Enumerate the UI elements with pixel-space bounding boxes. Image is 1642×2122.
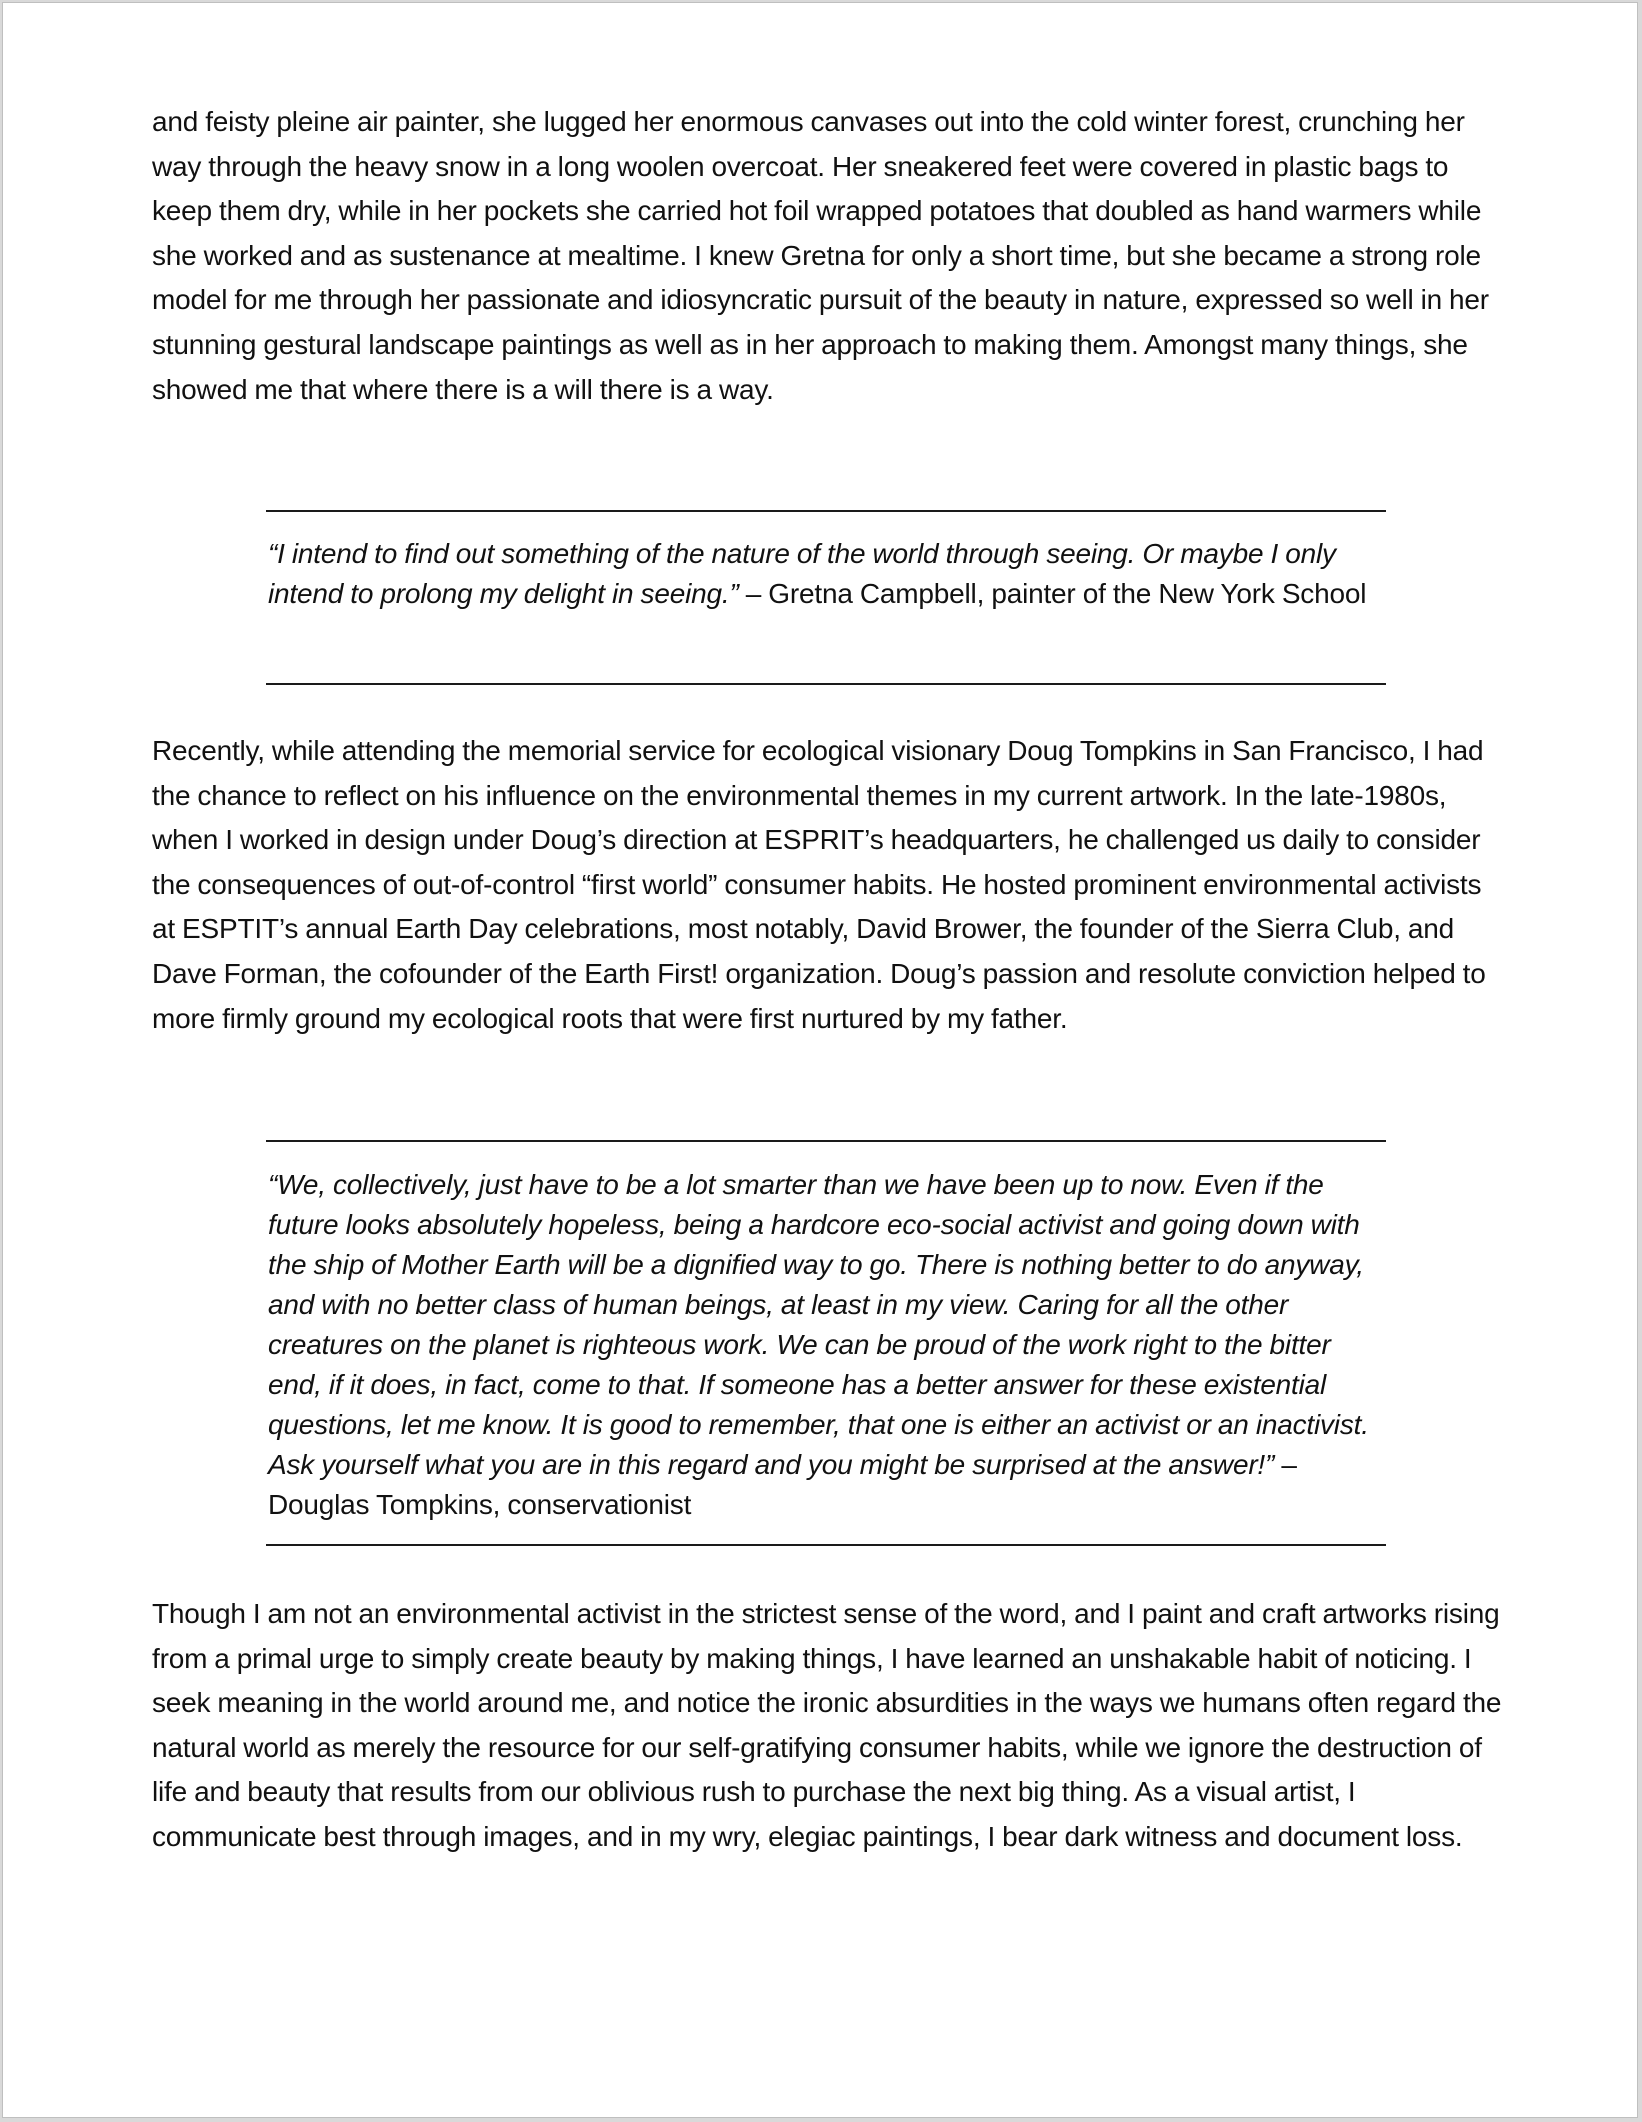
pull-quote-douglas-tompkins (266, 1140, 1386, 1546)
quote-italic-text: “We, collectively, just have to be a lot smarter than we have been up to now. Even if the future looks absolutely hopeless, being a hardcore eco-social activist and going down with the ship of Mother Earth will be a dignified way to go. There is nothing better to do anyway, and with no better class of human beings, at least in my view. Caring for all the other creatures on the planet is righteous work. We can be proud of the work right to the bitter end, if it does, in fact, come to that. If someone has a better answer for these existential questions, let me know. It is good to remember, that one is either an activist or an inactivist. Ask yourself what you are in this regard and you might be surprised at the answer!” (268, 1169, 1369, 1480)
quote-body (266, 1142, 1386, 1525)
document-page (2, 2, 1638, 2118)
body-paragraph-noticing: Though I am not an environmental activist in the strictest sense of the word, and I paint and craft artworks rising from a primal urge to simply create beauty by making things, I have learned an unshakable habit of noticing. I seek meaning in the world around me, and notice the ironic absurdities in the ways we humans often regard the natural world as merely the resource for our self-gratifying consumer habits, while we ignore the destruction of life and beauty that results from our oblivious rush to purchase the next big thing. As a visual artist, I communicate best through images, and in my wry, elegiac paintings, I bear dark witness and document loss. (152, 1598, 1502, 1852)
pull-quote-gretna-campbell (266, 510, 1386, 685)
body-paragraph-gretna: and feisty pleine air painter, she lugged her enormous canvases out into the cold winter forest, crunching her way through the heavy snow in a long woolen overcoat. Her sneakered feet were covered in plastic bags to keep them dry, while in her pockets she carried hot foil wrapped potatoes that doubled as hand warmers while she worked and as sustenance at mealtime. I knew Gretna for only a short time, but she became a strong role model for me through her passionate and idiosyncratic pursuit of the beauty in nature, expressed so well in her stunning gestural landscape paintings as well as in her approach to making them. Amongst many things, she showed me that where there is a will there is a way. (152, 106, 1489, 405)
body-paragraph-doug-tompkins: Recently, while attending the memorial service for ecological visionary Doug Tompkins in San Francisco, I had the chance to reflect on his influence on the environmental themes in my current artwork. In the late-1980s, when I worked in design under Doug’s direction at ESPRIT’s headquarters, he challenged us daily to consider the consequences of out-of-control “first world” consumer habits. He hosted prominent environmental activists at ESPTIT’s annual Earth Day celebrations, most notably, David Brower, the founder of the Sierra Club, and Dave Forman, the cofounder of the Earth First! organization. Doug’s passion and resolute conviction helped to more firmly ground my ecological roots that were first nurtured by my father. (152, 735, 1486, 1034)
quote-attribution: – Douglas Tompkins, conservationist (268, 1449, 1297, 1520)
quote-body (266, 512, 1386, 614)
quote-attribution: – Gretna Campbell, painter of the New York School (738, 578, 1367, 609)
quote-italic-text: “I intend to find out something of the nature of the world through seeing. Or maybe I only intend to prolong my delight in seeing.” (268, 538, 1336, 609)
